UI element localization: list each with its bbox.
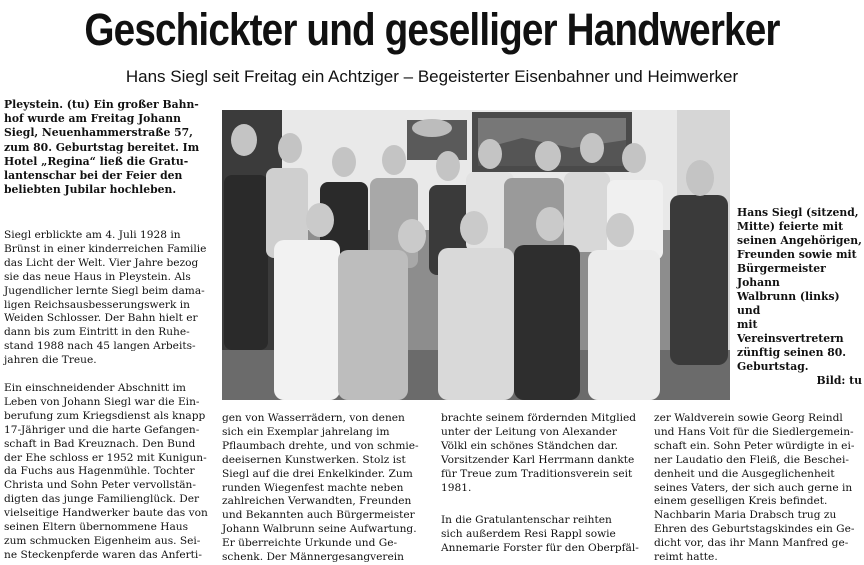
headline: Geschickter und geselliger Handwerker — [84, 4, 780, 55]
photo-caption — [737, 192, 862, 388]
body-paragraph-2: Ein einschneidender Abschnitt im Leben von Johann Siegl war die Ein- berufung zum Kriegsdienst als knapp 17-Jähriger und die harte Gefangen- schaft in Bad Kreuznach. Den Bund der Ehe schloss er 1952 mit Kunigun- da Fuchs aus Hagenmühle. Tochter Christa und Sohn Peter vervollstän- digten das junge Familienglück. Der vielseitige Handwerker baute das von seinen Eltern übernommene Haus zum schmucken Eigenheim aus. Sei- ne Steckenpferde waren das Anferti- — [4, 382, 208, 561]
photo-credit: Bild: tu — [816, 374, 862, 387]
lead-paragraph: Pleystein. (tu) Ein großer Bahn- hof wurde am Freitag Johann Siegl, Neuenhammerstraße 57, zum 80. Geburtstag bereitet. Im Hotel „Regina“ ließ die Gratu- lantenschar bei der Feier den beliebten Jubilar hochleben. — [4, 98, 200, 197]
subheadline: Hans Siegl seit Freitag ein Achtziger – Begeisterter Eisenbahner und Heimwerker — [125, 67, 739, 86]
body-column-3-part-1: brachte seinem fördernden Mitglied unter der Leitung von Alexander Völkl ein schönes Ständchen dar. Vorsitzender Karl Herrmann dankte für Treue zum Traditionsverein seit 1981. — [441, 412, 637, 494]
caption-text: Hans Siegl (sitzend, Mitte) feierte mit seinen Angehörigen, Freunden sowie mit Bürgermeister Johann Walbrunn (links) und mit Vereinsvertretern zünftig seinen 80. Geburtstag. — [737, 206, 862, 373]
body-column-4: zer Waldverein sowie Georg Reindl und Hans Voit für die Siedlergemein- schaft ein. Sohn Peter würdigte in ei- ner Laudatio den Fleiß, die Beschei- denheit und die Ausgeglichenheit seines Vaters, der sich auch gerne in einem geselligen Kreis befindet. Nachbarin Maria Drabsch trug zu Ehren des Geburtstagskindes ein Ge- dicht vor, das ihr Mann Manfred ge- reimt hatte. — [654, 412, 855, 564]
body-paragraph-1: Siegl erblickte am 4. Juli 1928 in Brünst in einer kinderreichen Familie das Licht der Welt. Vier Jahre bezog sie das neue Haus in Pleystein. Als Jugendlicher lernte Siegl beim dama- ligen Reichsausbesserungswerk in Weiden Schlosser. Der Bahn hielt er dann bis zum Eintritt in den Ruhe- stand 1988 nach 45 langen Arbeits- jahren die Treue. — [4, 229, 207, 367]
body-column-2: gen von Wasserrädern, von denen sich ein Exemplar jahrelang im Pflaumbach drehte, und von schmie- deeisernen Kunstwerken. Stolz ist Siegl auf die drei Enkelkinder. Zum runden Wiegenfest machte neben zahlreichen Verwandten, Freunden und Bekannten auch Bürgermeister Johann Walbrunn seine Aufwartung. Er überreichte Urkunde und Ge- schenk. Der Männergesangverein — [222, 412, 419, 564]
body-column-3-part-2: In die Gratulantenschar reihten sich außerdem Resi Rappl sowie Annemarie Forster für den Oberpfäl- — [441, 514, 639, 554]
group-photo — [222, 110, 730, 400]
